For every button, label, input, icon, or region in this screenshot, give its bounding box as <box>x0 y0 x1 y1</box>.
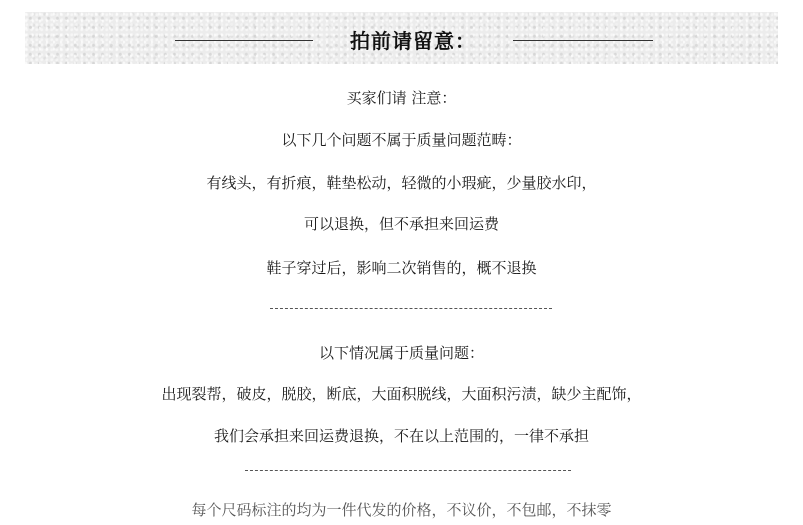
buyer-notice-heading: 买家们请 注意： <box>346 89 457 107</box>
header-right-rule <box>513 40 653 41</box>
section-divider <box>270 308 552 309</box>
quality-heading: 以下情况属于质量问题： <box>318 344 484 362</box>
page-title: 拍前请留意： <box>350 29 476 53</box>
quality-return-policy: 我们会承担来回运费退换，不在以上范围的，一律不承担 <box>213 427 589 445</box>
pricing-note: 每个尺码标注的均为一件代发的价格，不议价，不包邮，不抹零 <box>191 501 612 519</box>
non-quality-items: 有线头，有折痕，鞋垫松动，轻微的小瑕疵，少量胶水印， <box>206 174 597 192</box>
non-quality-return-policy: 可以退换，但不承担来回运费 <box>303 215 499 233</box>
header-left-rule <box>175 40 313 41</box>
non-quality-heading: 以下几个问题不属于质量问题范畴： <box>281 131 522 149</box>
footer-divider <box>245 470 571 471</box>
quality-items: 出现裂帮，破皮，脱胶，断底，大面积脱线，大面积污渍，缺少主配饰， <box>161 385 642 403</box>
worn-shoes-policy: 鞋子穿过后，影响二次销售的，概不退换 <box>266 259 537 277</box>
